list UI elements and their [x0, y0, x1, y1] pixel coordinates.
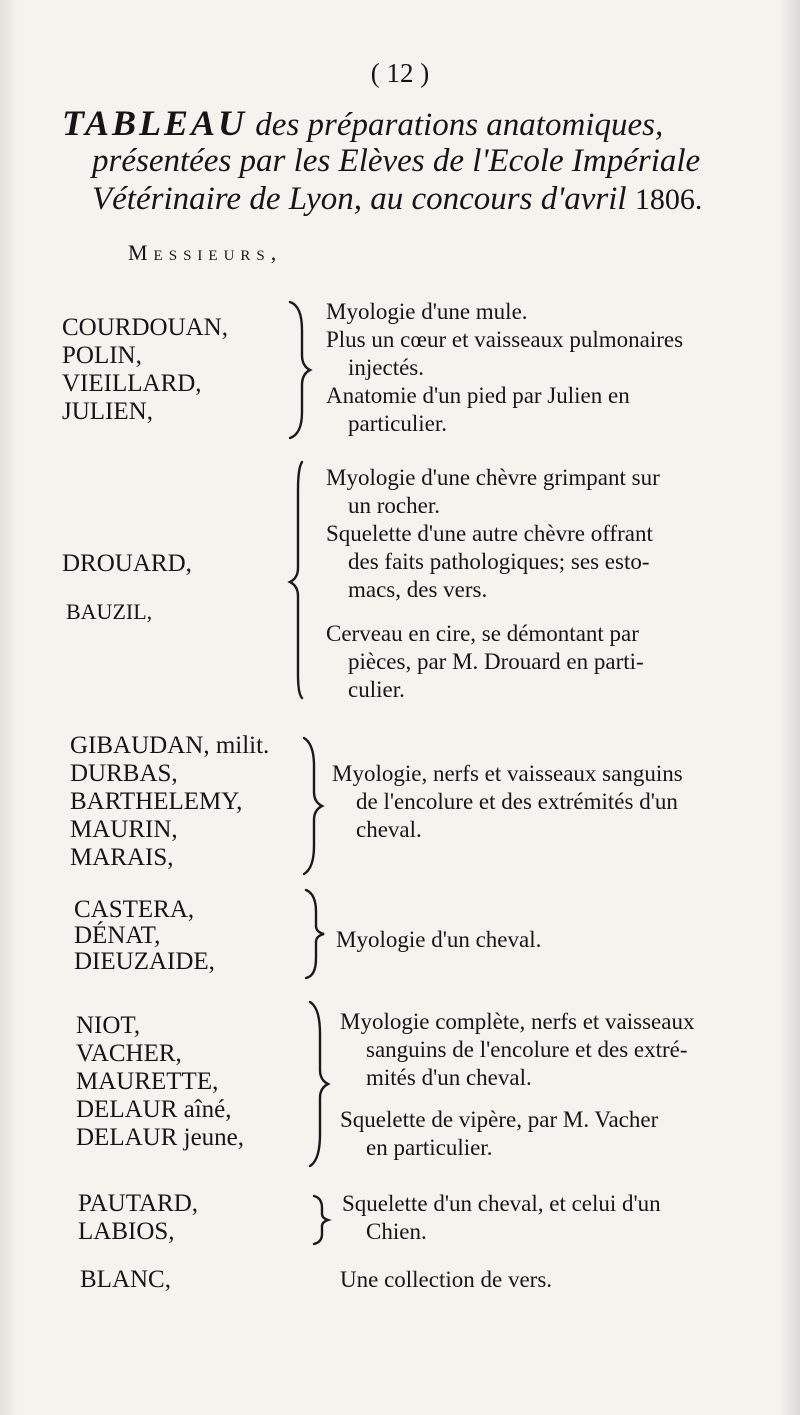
name-drouard: DROUARD, — [62, 550, 192, 577]
desc-g3-line-1: Myologie, nerfs et vaisseaux sanguins — [332, 761, 683, 786]
name-courdouan: COURDOUAN, — [62, 314, 228, 341]
brace-group-4 — [302, 888, 330, 980]
brace-group-5 — [306, 1000, 334, 1168]
desc-g3-line-3: cheval. — [356, 817, 422, 842]
name-maurin: MAURIN, — [70, 816, 178, 843]
brace-group-3 — [300, 736, 328, 876]
name-bauzil: BAUZIL, — [66, 599, 153, 624]
desc-g2-line-3: Squelette d'une autre chèvre offrant — [326, 521, 653, 546]
brace-group-2 — [288, 460, 318, 700]
name-vieillard: VIEILLARD, — [62, 370, 202, 397]
name-barthelemy: BARTHELEMY, — [70, 788, 243, 815]
brace-group-1 — [284, 300, 314, 440]
title-line-1-rest: des préparations anatomiques, — [255, 107, 664, 143]
name-gibaudan: GIBAUDAN, milit. — [70, 732, 270, 759]
title-line-1 — [62, 104, 663, 144]
desc-g5-line-4: Squelette de vipère, par M. Vacher — [340, 1107, 659, 1132]
name-maurette: MAURETTE, — [76, 1068, 219, 1095]
desc-g1-line-3: injectés. — [348, 355, 424, 380]
desc-g5-line-2: sanguins de l'encolure et des extré- — [366, 1037, 688, 1062]
heading-messieurs: Messieurs, — [128, 240, 283, 265]
desc-g3-line-2: de l'encolure et des extrémités d'un — [356, 789, 678, 814]
desc-g5-line-5: en particulier. — [366, 1135, 493, 1160]
name-dieuzaide: DIEUZAIDE, — [74, 948, 215, 975]
title-line-3 — [92, 180, 702, 219]
name-labios: LABIOS, — [78, 1218, 175, 1245]
desc-g1-line-1: Myologie d'une mule. — [326, 299, 528, 324]
desc-g7-line-1: Une collection de vers. — [340, 1267, 553, 1292]
desc-g1-line-5: particulier. — [348, 411, 447, 436]
name-delaur-aine: DELAUR aîné, — [76, 1096, 232, 1123]
desc-g6-line-1: Squelette d'un cheval, et celui d'un — [342, 1191, 661, 1216]
name-vacher: VACHER, — [76, 1040, 182, 1067]
brace-group-6 — [310, 1194, 334, 1246]
desc-g1-line-4: Anatomie d'un pied par Julien en — [326, 383, 630, 408]
name-delaur-jeune: DELAUR jeune, — [76, 1124, 245, 1151]
desc-g2-line-1: Myologie d'une chèvre grimpant sur — [326, 465, 660, 490]
title-keyword: TABLEAU — [62, 103, 248, 143]
desc-g2-line-2: un rocher. — [348, 493, 440, 518]
desc-g2-line-4: des faits pathologiques; ses esto- — [348, 549, 650, 574]
name-julien: JULIEN, — [62, 398, 153, 425]
desc-g2-line-8: culier. — [348, 677, 405, 702]
name-denat: DÉNAT, — [74, 922, 161, 949]
title-line-3-text: Vétérinaire de Lyon, au concours d'avril — [92, 181, 627, 217]
name-pautard: PAUTARD, — [78, 1190, 199, 1217]
desc-g6-line-2: Chien. — [366, 1219, 427, 1244]
desc-g2-line-6: Cerveau en cire, se démontant par — [326, 621, 639, 646]
page-number: ( 12 ) — [370, 58, 430, 88]
desc-g5-line-3: mités d'un cheval. — [366, 1065, 532, 1090]
desc-g2-line-7: pièces, par M. Drouard en parti- — [348, 649, 644, 674]
desc-g1-line-2: Plus un cœur et vaisseaux pulmonaires — [326, 327, 684, 352]
name-durbas: DURBAS, — [70, 760, 178, 787]
name-castera: CASTERA, — [74, 896, 195, 923]
desc-g4-line-1: Myologie d'un cheval. — [336, 927, 542, 952]
desc-g5-line-1: Myologie complète, nerfs et vaisseaux — [340, 1009, 695, 1034]
name-polin: POLIN, — [62, 342, 142, 369]
name-marais: MARAIS, — [70, 844, 174, 871]
name-niot: NIOT, — [76, 1012, 141, 1039]
title-year: 1806. — [634, 183, 703, 216]
desc-g2-line-5: macs, des vers. — [348, 577, 488, 602]
title-line-2: présentées par les Elèves de l'Ecole Impériale — [92, 143, 701, 179]
name-blanc: BLANC, — [80, 1266, 171, 1293]
